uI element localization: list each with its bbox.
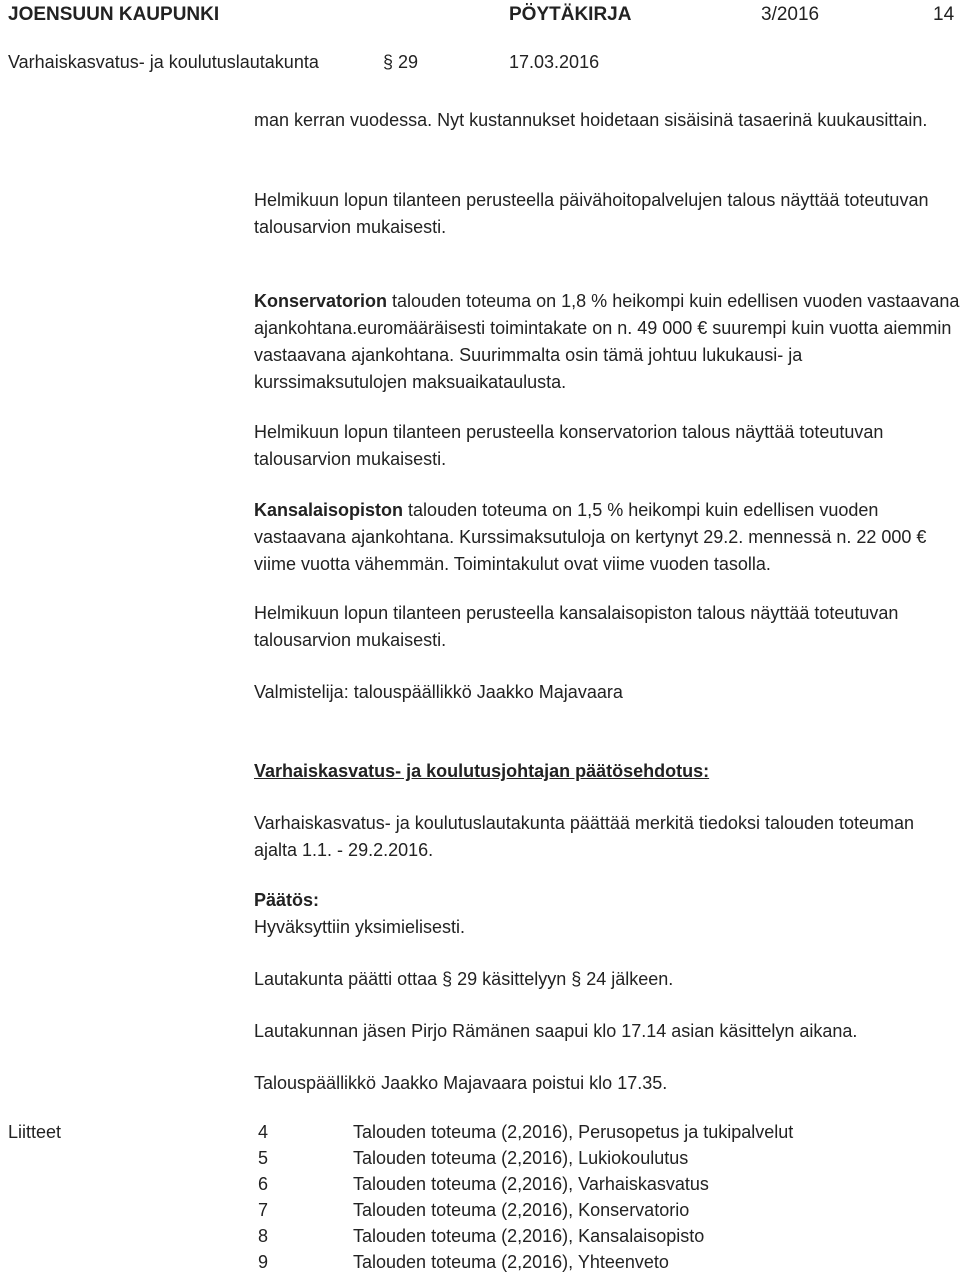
attachment-row xyxy=(0,1122,960,1148)
attachment-row xyxy=(0,1226,960,1252)
note-1 xyxy=(254,966,960,993)
attachment-number: 6 xyxy=(258,1174,269,1194)
paragraph-4-text: Helmikuun lopun tilanteen perusteella konservatorion talous näyttää toteutuvan talousarvion mukaisesti. xyxy=(254,422,884,469)
conservatory-label: Konservatorion xyxy=(254,291,388,311)
preparer-text: Valmistelija: talouspäällikkö Jaakko Majavaara xyxy=(254,682,623,702)
paragraph-4 xyxy=(254,419,960,473)
note-3 xyxy=(254,1070,960,1097)
paragraph-1 xyxy=(254,107,960,134)
attachment-title: Talouden toteuma (2,2016), Yhteenveto xyxy=(353,1252,669,1272)
attachment-row xyxy=(0,1148,960,1174)
attachment-row xyxy=(0,1200,960,1226)
attachment-number: 5 xyxy=(258,1148,269,1168)
attachment-number: 7 xyxy=(258,1200,269,1220)
attachment-row xyxy=(0,1252,960,1278)
conservatory-text: talouden toteuma on 1,8 % heikompi kuin edellisen vuoden vastaavana ajankohtana.euromääräisesti toimintakate on n. 49 000 € suurempi kuin vuotta aiemmin vastaavana ajankohtana. Suurimmalta osin tämä johtuu lukukausi- ja kurssimaksutulojen maksuaikataulusta. xyxy=(254,291,960,392)
doc-type: PÖYTÄKIRJA xyxy=(509,4,632,25)
note-2-text: Lautakunnan jäsen Pirjo Rämänen saapui klo 17.14 asian käsittelyn aikana. xyxy=(254,1021,858,1041)
civic-college-label: Kansalaisopiston xyxy=(254,500,404,520)
civic-college-text: talouden toteuma on 1,5 % heikompi kuin edellisen vuoden vastaavana ajankohtana. Kurssimaksutuloja on kertynyt 29.2. mennessä n. 22 000 € viime vuotta vähemmän. Toimintakulut ovat viime vuoden tasolla. xyxy=(254,500,927,574)
paragraph-6 xyxy=(254,600,960,654)
paragraph-conservatory xyxy=(254,288,960,396)
attachment-title: Talouden toteuma (2,2016), Kansalaisopisto xyxy=(353,1226,705,1246)
issue-number: 3/2016 xyxy=(761,4,820,25)
attachment-number: 4 xyxy=(258,1122,269,1142)
attachment-title: Talouden toteuma (2,2016), Perusopetus ja tukipalvelut xyxy=(353,1122,794,1142)
attachment-title: Talouden toteuma (2,2016), Konservatorio xyxy=(353,1200,690,1220)
paragraph-1-text: man kerran vuodessa. Nyt kustannukset hoidetaan sisäisinä tasaerinä kuukausittain. xyxy=(254,110,928,130)
decision-text: Hyväksyttiin yksimielisesti. xyxy=(254,917,466,937)
page-number: 14 xyxy=(933,4,955,25)
proposal-heading: Varhaiskasvatus- ja koulutusjohtajan päätösehdotus: xyxy=(254,761,710,781)
preparer-line xyxy=(254,679,960,706)
decision-block xyxy=(254,887,960,941)
attachment-number: 9 xyxy=(258,1252,269,1272)
paragraph-6-text: Helmikuun lopun tilanteen perusteella kansalaisopiston talous näyttää toteutuvan talousarvion mukaisesti. xyxy=(254,603,899,650)
attachment-title: Talouden toteuma (2,2016), Lukiokoulutus xyxy=(353,1148,689,1168)
paragraph-civic-college xyxy=(254,497,960,578)
paragraph-2 xyxy=(254,187,960,241)
proposal-text-content: Varhaiskasvatus- ja koulutuslautakunta päättää merkitä tiedoksi talouden toteuman ajalta 1.1. - 29.2.2016. xyxy=(254,813,915,860)
decision-heading: Päätös: xyxy=(254,890,320,910)
paragraph-2-text: Helmikuun lopun tilanteen perusteella päivähoitopalvelujen talous näyttää toteutuvan talousarvion mukaisesti. xyxy=(254,190,929,237)
attachment-number: 8 xyxy=(258,1226,269,1246)
attachment-title: Talouden toteuma (2,2016), Varhaiskasvatus xyxy=(353,1174,709,1194)
note-3-text: Talouspäällikkö Jaakko Majavaara poistui klo 17.35. xyxy=(254,1073,668,1093)
meeting-date: 17.03.2016 xyxy=(509,52,600,72)
note-2 xyxy=(254,1018,960,1045)
attachments-label: Liitteet xyxy=(8,1122,62,1142)
note-1-text: Lautakunta päätti ottaa § 29 käsittelyyn § 24 jälkeen. xyxy=(254,969,674,989)
org-name: JOENSUUN KAUPUNKI xyxy=(8,4,220,25)
board-name: Varhaiskasvatus- ja koulutuslautakunta xyxy=(8,52,319,72)
attachment-row xyxy=(0,1174,960,1200)
proposal-text xyxy=(254,810,960,864)
section-number: § 29 xyxy=(383,52,419,72)
